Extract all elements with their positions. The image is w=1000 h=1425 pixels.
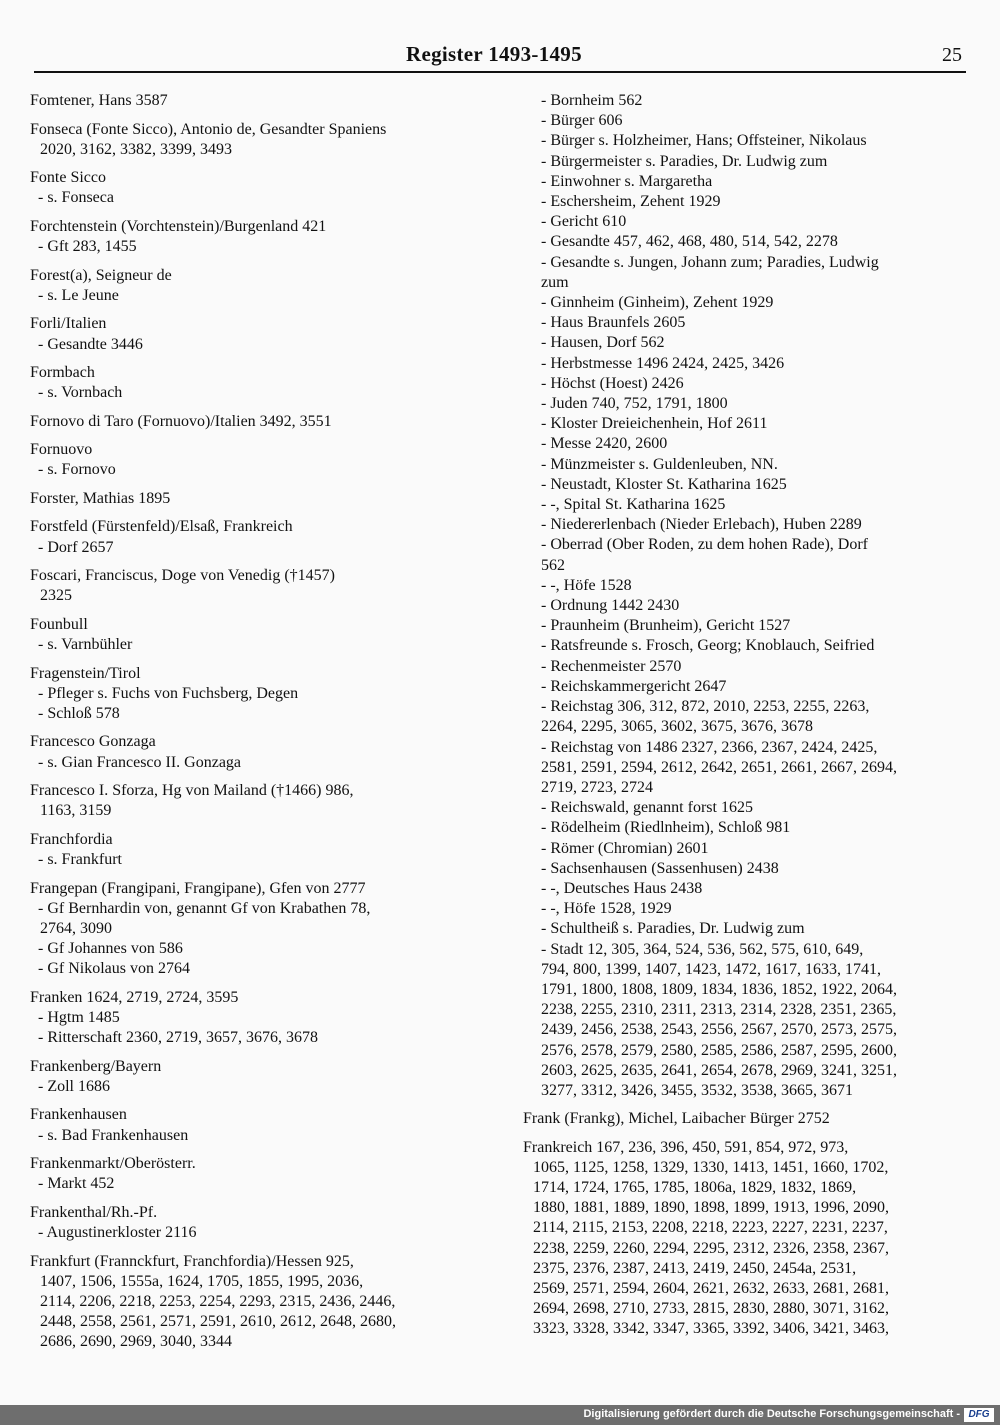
index-entry xyxy=(30,615,470,655)
index-line: Franchfordia xyxy=(30,830,113,848)
index-line: Forli/Italien xyxy=(30,315,107,333)
index-line: - -, Spital St. Katharina 1625 xyxy=(541,496,726,514)
index-line: - Ginnheim (Ginheim), Zehent 1929 xyxy=(541,294,774,312)
index-line: - -, Höfe 1528, 1929 xyxy=(541,900,672,918)
index-line: - Juden 740, 752, 1791, 1800 xyxy=(541,395,728,413)
index-line: Frankreich 167, 236, 396, 450, 591, 854, 972, 973, xyxy=(523,1138,849,1156)
dfg-logo: DFG xyxy=(964,1408,994,1422)
index-line: 1880, 1881, 1889, 1890, 1898, 1899, 1913, 1996, 2090, xyxy=(533,1199,889,1217)
index-line: - Dorf 2657 xyxy=(38,538,114,556)
index-line: Fornuovo xyxy=(30,441,93,459)
index-line: - Gesandte 3446 xyxy=(38,335,143,353)
index-line: 1163, 3159 xyxy=(40,802,112,820)
index-line: - -, Höfe 1528 xyxy=(541,576,632,594)
index-line: - Reichstag von 1486 2327, 2366, 2367, 2424, 2425, xyxy=(541,738,878,756)
index-line: 2694, 2698, 2710, 2733, 2815, 2830, 2880, 3071, 3162, xyxy=(533,1300,889,1318)
index-entry xyxy=(30,781,470,821)
index-line: Forstfeld (Fürstenfeld)/Elsaß, Frankreich xyxy=(30,518,293,536)
index-line: - Höchst (Hoest) 2426 xyxy=(541,374,684,392)
index-line: 1407, 1506, 1555a, 1624, 1705, 1855, 1995, 2036, xyxy=(40,1272,364,1290)
index-entry xyxy=(30,732,470,772)
index-line: 562 xyxy=(541,556,565,574)
index-line: - Rechenmeister 2570 xyxy=(541,657,682,675)
index-entry xyxy=(30,412,470,432)
index-line: - Hausen, Dorf 562 xyxy=(541,334,665,352)
index-line: 2439, 2456, 2538, 2543, 2556, 2567, 2570, 2573, 2575, xyxy=(541,1021,897,1039)
index-entry xyxy=(30,988,470,1049)
index-line: 2603, 2625, 2635, 2641, 2654, 2678, 2969, 3241, 3251, xyxy=(541,1061,897,1079)
index-entry xyxy=(30,440,470,480)
index-line: - Augustinerkloster 2116 xyxy=(38,1224,197,1242)
index-line: 794, 800, 1399, 1407, 1423, 1472, 1617, 1633, 1741, xyxy=(541,960,881,978)
index-line: Frankenthal/Rh.-Pf. xyxy=(30,1203,158,1221)
footer-bar xyxy=(0,1405,1000,1425)
index-line: - s. Frankfurt xyxy=(38,851,122,869)
index-entry xyxy=(30,517,470,557)
index-entry xyxy=(30,1154,470,1194)
index-entry xyxy=(30,489,470,509)
index-entry xyxy=(523,1109,973,1129)
index-line: - Haus Braunfels 2605 xyxy=(541,314,686,332)
index-line: Frankenhausen xyxy=(30,1106,127,1124)
index-line: Forest(a), Seigneur de xyxy=(30,266,172,284)
index-line: - Herbstmesse 1496 2424, 2425, 3426 xyxy=(541,354,785,372)
index-entry xyxy=(30,120,470,160)
index-line: - Bürger 606 xyxy=(541,112,623,130)
index-line: 2448, 2558, 2561, 2571, 2591, 2610, 2612, 2648, 2680, xyxy=(40,1313,396,1331)
index-entry xyxy=(30,363,470,403)
index-line: Frank (Frankg), Michel, Laibacher Bürger 2752 xyxy=(523,1110,830,1128)
header-rule xyxy=(34,71,966,73)
index-line: - Bürgermeister s. Paradies, Dr. Ludwig zum xyxy=(541,152,828,170)
right-column xyxy=(523,91,973,1348)
index-line: - Eschersheim, Zehent 1929 xyxy=(541,193,721,211)
index-entry xyxy=(30,1203,470,1243)
index-line: 1065, 1125, 1258, 1329, 1330, 1413, 1451, 1660, 1702, xyxy=(533,1158,889,1176)
footer-credit: Digitalisierung gefördert durch die Deutsche Forschungsgemeinschaft - xyxy=(583,1408,960,1420)
index-line: Frankenberg/Bayern xyxy=(30,1057,162,1075)
index-line: - Gesandte s. Jungen, Johann zum; Paradies, Ludwig xyxy=(541,253,879,271)
index-line: 1714, 1724, 1765, 1785, 1806a, 1829, 1832, 1869, xyxy=(533,1179,857,1197)
index-line: Fonseca (Fonte Sicco), Antonio de, Gesandter Spaniens xyxy=(30,120,387,138)
index-line: Fomtener, Hans 3587 xyxy=(30,92,168,109)
index-entry xyxy=(30,664,470,725)
index-entry xyxy=(30,91,470,111)
index-line: Founbull xyxy=(30,615,88,633)
index-line: - Münzmeister s. Guldenleuben, NN. xyxy=(541,455,778,473)
index-line: Francesco Gonzaga xyxy=(30,733,156,751)
index-line: - s. Le Jeune xyxy=(38,286,119,304)
index-line: 2020, 3162, 3382, 3399, 3493 xyxy=(40,140,232,158)
index-line: - Oberrad (Ober Roden, zu dem hohen Rade), Dorf xyxy=(541,536,868,554)
index-line: 2325 xyxy=(40,587,72,605)
frankfurt-continuation xyxy=(523,91,973,1101)
index-line: Forster, Mathias 1895 xyxy=(30,489,171,507)
index-line: Foscari, Franciscus, Doge von Venedig (†1457) xyxy=(30,567,335,585)
index-line: - Hgtm 1485 xyxy=(38,1009,120,1027)
index-line: 2238, 2255, 2310, 2311, 2313, 2314, 2328, 2351, 2365, xyxy=(541,1001,897,1019)
index-line: 1791, 1800, 1808, 1809, 1834, 1836, 1852, 1922, 2064, xyxy=(541,980,897,998)
index-line: 2238, 2259, 2260, 2294, 2295, 2312, 2326, 2358, 2367, xyxy=(533,1239,889,1257)
index-line: Fonte Sicco xyxy=(30,169,106,187)
index-line: Frankenmarkt/Oberösterr. xyxy=(30,1155,196,1173)
index-line: 2375, 2376, 2387, 2413, 2419, 2450, 2454a, 2531, xyxy=(533,1259,857,1277)
index-entry xyxy=(30,266,470,306)
index-line: zum xyxy=(541,273,569,291)
index-entry xyxy=(30,217,470,257)
index-line: - Ratsfreunde s. Frosch, Georg; Knoblauch, Seifried xyxy=(541,637,875,655)
index-line: Francesco I. Sforza, Hg von Mailand (†1466) 986, xyxy=(30,782,354,800)
index-line: - Gericht 610 xyxy=(541,213,627,231)
index-line: - s. Gian Francesco II. Gonzaga xyxy=(38,753,242,771)
index-line: - Reichskammergericht 2647 xyxy=(541,677,727,695)
index-line: - s. Bad Frankenhausen xyxy=(38,1126,189,1144)
index-entry xyxy=(30,566,470,606)
index-line: 2764, 3090 xyxy=(40,919,112,937)
index-line: - Gf Bernhardin von, genannt Gf von Krabathen 78, xyxy=(38,899,371,917)
index-line: - Markt 452 xyxy=(38,1175,115,1193)
index-entry xyxy=(30,1252,470,1353)
index-line: 2114, 2206, 2218, 2253, 2254, 2293, 2315, 2436, 2446, xyxy=(40,1292,396,1310)
index-line: Formbach xyxy=(30,364,95,382)
left-column xyxy=(30,91,470,1361)
index-entry xyxy=(30,1105,470,1145)
index-line: 2264, 2295, 3065, 3602, 3675, 3676, 3678 xyxy=(541,718,813,736)
page-number: 25 xyxy=(942,44,962,66)
index-line: 2581, 2591, 2594, 2612, 2642, 2651, 2661, 2667, 2694, xyxy=(541,758,897,776)
page-title: Register 1493-1495 xyxy=(406,42,582,66)
index-line: - Neustadt, Kloster St. Katharina 1625 xyxy=(541,475,787,493)
index-entry xyxy=(30,1057,470,1097)
index-line: - Zoll 1686 xyxy=(38,1077,110,1095)
index-entry xyxy=(523,1138,973,1340)
index-line: - Einwohner s. Margaretha xyxy=(541,172,713,190)
index-line: - Römer (Chromian) 2601 xyxy=(541,839,709,857)
index-line: - Niedererlenbach (Nieder Erlebach), Huben 2289 xyxy=(541,516,862,534)
index-line: - Kloster Dreieichenhein, Hof 2611 xyxy=(541,415,768,433)
index-line: Fragenstein/Tirol xyxy=(30,664,141,682)
index-line: - Gft 283, 1455 xyxy=(38,238,137,256)
index-entry xyxy=(30,879,470,980)
index-line: - s. Fornovo xyxy=(38,461,116,479)
index-line: Franken 1624, 2719, 2724, 3595 xyxy=(30,988,239,1006)
index-line: Fornovo di Taro (Fornuovo)/Italien 3492, 3551 xyxy=(30,412,332,430)
index-line: - Pfleger s. Fuchs von Fuchsberg, Degen xyxy=(38,684,299,702)
index-line: - s. Fonseca xyxy=(38,189,114,207)
index-line: Frankfurt (Frannckfurt, Franchfordia)/Hessen 925, xyxy=(30,1252,354,1270)
index-line: - Messe 2420, 2600 xyxy=(541,435,668,453)
index-line: - Reichswald, genannt forst 1625 xyxy=(541,799,753,817)
index-entry xyxy=(30,168,470,208)
index-line: 2686, 2690, 2969, 3040, 3344 xyxy=(40,1333,232,1351)
index-line: - Stadt 12, 305, 364, 524, 536, 562, 575, 610, 649, xyxy=(541,940,864,958)
entry-gap xyxy=(523,1101,973,1109)
index-line: - Gf Nikolaus von 2764 xyxy=(38,960,190,978)
index-entry xyxy=(30,830,470,870)
index-line: - Sachsenhausen (Sassenhusen) 2438 xyxy=(541,859,779,877)
index-line: - Gf Johannes von 586 xyxy=(38,940,183,958)
index-line: 3277, 3312, 3426, 3455, 3532, 3538, 3665, 3671 xyxy=(541,1081,853,1099)
index-line: - s. Varnbühler xyxy=(38,636,133,654)
index-line: - Ritterschaft 2360, 2719, 3657, 3676, 3678 xyxy=(38,1029,318,1047)
index-line: - s. Vornbach xyxy=(38,384,123,402)
index-line: - Gesandte 457, 462, 468, 480, 514, 542, 2278 xyxy=(541,233,838,251)
index-line: Frangepan (Frangipani, Frangipane), Gfen von 2777 xyxy=(30,879,366,897)
index-line: - Rödelheim (Riedlnheim), Schloß 981 xyxy=(541,819,791,837)
index-line: 3323, 3328, 3342, 3347, 3365, 3392, 3406, 3421, 3463, xyxy=(533,1320,889,1338)
index-line: - Schultheiß s. Paradies, Dr. Ludwig zum xyxy=(541,920,805,938)
index-line: - Praunheim (Brunheim), Gericht 1527 xyxy=(541,617,791,635)
index-line: - Ordnung 1442 2430 xyxy=(541,597,680,615)
index-line: 2719, 2723, 2724 xyxy=(541,778,653,796)
index-line: - Reichstag 306, 312, 872, 2010, 2253, 2255, 2263, xyxy=(541,698,870,716)
right-entries xyxy=(523,1109,973,1340)
index-line: - Bürger s. Holzheimer, Hans; Offsteiner, Nikolaus xyxy=(541,132,867,150)
index-line: - Schloß 578 xyxy=(38,704,120,722)
index-line: 2569, 2571, 2594, 2604, 2621, 2632, 2633, 2681, 2681, xyxy=(533,1280,889,1298)
index-entry xyxy=(30,314,470,354)
index-line: - -, Deutsches Haus 2438 xyxy=(541,879,703,897)
index-line: 2114, 2115, 2153, 2208, 2218, 2223, 2227, 2231, 2237, xyxy=(533,1219,888,1237)
index-line: Forchtenstein (Vorchtenstein)/Burgenland 421 xyxy=(30,217,327,235)
index-line: 2576, 2578, 2579, 2580, 2585, 2586, 2587, 2595, 2600, xyxy=(541,1041,897,1059)
index-line: - Bornheim 562 xyxy=(541,92,643,109)
